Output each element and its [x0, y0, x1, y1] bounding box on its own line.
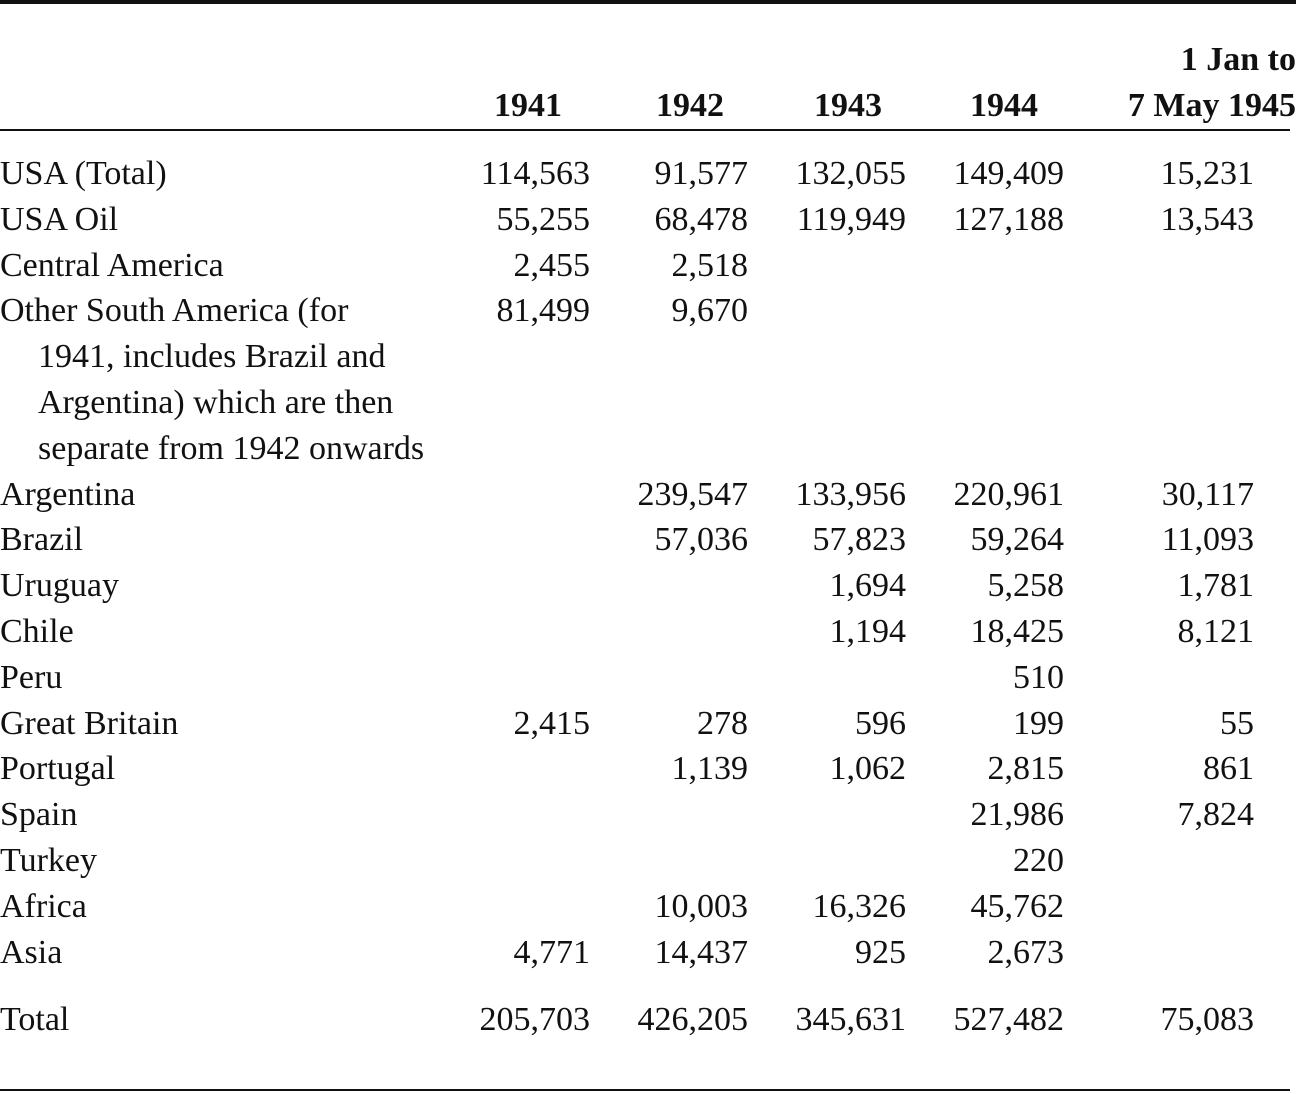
- table-row: [0, 197, 1296, 243]
- cell-1942: [592, 792, 750, 838]
- cell-1944: 5,258: [987, 567, 1064, 605]
- cell-1943: 925: [855, 933, 906, 971]
- cell-1945: [1066, 884, 1296, 930]
- row-label: Spain: [0, 796, 78, 834]
- cell-1944: 18,425: [970, 612, 1064, 650]
- cell-1944: 59,264: [970, 521, 1064, 559]
- row-label: Other South America (for 1941, includes Brazil and Argentina) which are then separate from 1942 onwards: [0, 292, 425, 467]
- cell-1942: 68,478: [654, 200, 748, 238]
- cell-1943: 133,956: [795, 475, 906, 513]
- cell-1942: [592, 655, 750, 701]
- cell-1943: [750, 288, 908, 471]
- header-1945-line2: 7 May 1945: [1127, 87, 1296, 124]
- cell-1944: 45,762: [970, 887, 1064, 925]
- table-row: [0, 472, 1296, 518]
- cell-1945: [1066, 838, 1296, 884]
- cell-1943: 345,631: [795, 1001, 906, 1039]
- cell-1945: 11,093: [1161, 521, 1254, 559]
- row-label: Asia: [0, 933, 63, 971]
- row-label: Turkey: [0, 841, 97, 879]
- row-label: Brazil: [0, 521, 84, 559]
- cell-1942: 10,003: [654, 887, 748, 925]
- cell-1941: [432, 655, 592, 701]
- cell-1941: 205,703: [479, 1001, 590, 1039]
- row-label: Uruguay: [0, 567, 119, 605]
- table-row: [0, 701, 1296, 747]
- cell-1945: 1,781: [1177, 567, 1254, 605]
- cell-1944: 2,815: [987, 750, 1064, 788]
- header-1945-line1: 1 Jan to: [1180, 41, 1296, 78]
- cell-1943: 596: [855, 704, 906, 742]
- table-body: [0, 141, 1296, 1043]
- cell-1941: 55,255: [496, 200, 590, 238]
- cell-1941: 2,415: [513, 704, 590, 742]
- cell-1945: 55: [1220, 704, 1254, 742]
- cell-1942: 426,205: [637, 1001, 748, 1039]
- cell-1944: 510: [1013, 658, 1064, 696]
- cell-1945: 13,543: [1160, 200, 1254, 238]
- cell-1944: 220: [1013, 841, 1064, 879]
- cell-1944: 21,986: [970, 796, 1064, 834]
- cell-1941: 81,499: [496, 292, 590, 330]
- cell-1945: 7,824: [1177, 796, 1254, 834]
- header-label: [0, 0, 432, 141]
- cell-1944: 127,188: [953, 200, 1064, 238]
- cell-1941: 4,771: [513, 933, 590, 971]
- row-label: Central America: [0, 246, 224, 284]
- table-row: [0, 655, 1296, 701]
- table-row: [0, 884, 1296, 930]
- cell-1941: [432, 563, 592, 609]
- cell-1945: [1066, 288, 1296, 471]
- table-row: [0, 517, 1296, 563]
- cell-1944: 2,673: [987, 933, 1064, 971]
- bottom-rule: [0, 1089, 1290, 1091]
- table-row: [0, 288, 1296, 471]
- cell-1944: [908, 288, 1066, 471]
- table-row: [0, 746, 1296, 792]
- row-label: Chile: [0, 612, 74, 650]
- cell-1945: 75,083: [1160, 1001, 1254, 1039]
- table-row: [0, 792, 1296, 838]
- cell-1944: 220,961: [953, 475, 1064, 513]
- cell-1942: [592, 838, 750, 884]
- row-label: USA (Total): [0, 155, 167, 192]
- cell-1942: 91,577: [654, 155, 748, 192]
- cell-1943: 1,694: [829, 567, 906, 605]
- cell-1942: [592, 609, 750, 655]
- cell-1943: [750, 243, 908, 289]
- cell-1943: 119,949: [796, 200, 906, 238]
- cell-1941: [432, 792, 592, 838]
- cell-1943: 1,062: [829, 750, 906, 788]
- cell-1942: 278: [697, 704, 748, 742]
- header-1943: 1943: [814, 87, 882, 124]
- cell-1942: 9,670: [671, 292, 748, 330]
- cell-1941: [432, 472, 592, 518]
- row-label: Peru: [0, 658, 63, 696]
- cell-1945: 30,117: [1161, 475, 1254, 513]
- cell-1941: 2,455: [513, 246, 590, 284]
- table-row: [0, 609, 1296, 655]
- cell-1943: 57,823: [812, 521, 906, 559]
- cell-1945: 15,231: [1160, 155, 1254, 192]
- cell-1944: 199: [1013, 704, 1064, 742]
- cell-1944: 149,409: [953, 155, 1064, 192]
- table-row: [0, 141, 1296, 197]
- header-1942: 1942: [656, 87, 724, 124]
- cell-1942: 239,547: [637, 475, 748, 513]
- cell-1943: 132,055: [795, 155, 906, 192]
- row-label: Portugal: [0, 750, 116, 788]
- row-label: USA Oil: [0, 200, 119, 238]
- cell-1943: [750, 655, 908, 701]
- cell-1941: [432, 517, 592, 563]
- cell-1944: [908, 243, 1066, 289]
- table-row: [0, 243, 1296, 289]
- cell-1941: [432, 746, 592, 792]
- cell-1945: [1066, 655, 1296, 701]
- cell-1945: 861: [1203, 750, 1254, 788]
- row-label: Argentina: [0, 475, 136, 513]
- cell-1945: [1066, 243, 1296, 289]
- cell-1941: [432, 884, 592, 930]
- row-label: Great Britain: [0, 704, 179, 742]
- header-1945: [1066, 0, 1296, 141]
- table-row: [0, 563, 1296, 609]
- row-label: Africa: [0, 887, 87, 925]
- cell-1943: [750, 838, 908, 884]
- table-row: [0, 838, 1296, 884]
- cell-1942: 14,437: [654, 933, 748, 971]
- cell-1943: [750, 792, 908, 838]
- cell-1945: [1066, 930, 1296, 976]
- row-label: Total: [0, 1001, 70, 1039]
- cell-1941: [432, 609, 592, 655]
- cell-1942: 1,139: [671, 750, 748, 788]
- cell-1944: 527,482: [953, 1001, 1064, 1039]
- cell-1942: 2,518: [671, 246, 748, 284]
- header-1944: 1944: [970, 87, 1038, 124]
- cell-1942: [592, 563, 750, 609]
- cell-1943: 1,194: [829, 612, 906, 650]
- cell-1945: 8,121: [1177, 612, 1254, 650]
- cell-1943: 16,326: [812, 887, 906, 925]
- cell-1941: 114,563: [480, 155, 590, 192]
- cell-1941: [432, 838, 592, 884]
- total-row: [0, 975, 1296, 1043]
- table-row: [0, 930, 1296, 976]
- header-row: [0, 0, 1296, 141]
- cell-1942: 57,036: [654, 521, 748, 559]
- header-1941: 1941: [494, 87, 562, 124]
- table-header: [0, 0, 1296, 141]
